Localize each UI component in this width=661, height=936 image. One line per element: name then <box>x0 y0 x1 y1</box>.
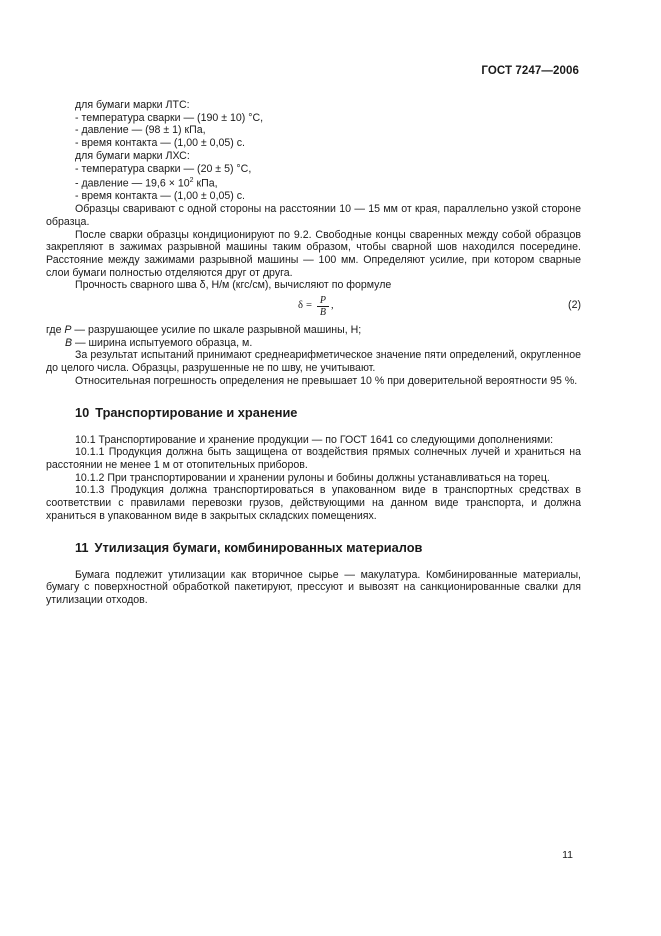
section-10-number: 10 <box>75 404 90 420</box>
formula-fraction <box>317 295 329 318</box>
lhc-pressure-unit: кПа, <box>193 177 218 190</box>
where-p <box>46 324 581 337</box>
paragraph-strength: Прочность сварного шва δ, Н/м (кгс/см), вычисляют по формуле <box>75 279 392 292</box>
clause-10-1-1: 10.1.1 Продукция должна быть защищена от воздействия прямых солнечных лучей и храниться на расстоянии не менее 1 м от отопительных приборов. <box>46 446 581 471</box>
formula-row <box>46 293 581 321</box>
section-11-paragraph: Бумага подлежит утилизации как вторичное сырье — макулатура. Комбинированные материалы, бумагу с поверхностной обработкой пакетируют, прессуют и вывозят на санкционированные свалки для утилизации отходов. <box>46 568 581 606</box>
clause-10-1: 10.1 Транспортирование и хранение продукции — по ГОСТ 1641 со следующими дополнениями: <box>75 433 554 446</box>
lhc-pressure-text: - давление — 19,6 × 10 <box>75 177 190 190</box>
variable-p: P <box>64 324 72 337</box>
section-10-title: Транспортирование и хранение <box>95 404 298 420</box>
paragraph-conditioning: После сварки образцы кондиционируют по 9.2. Свободные концы сваренных между собой образцов закрепляют в зажимах разрывной машины таким образом, чтобы сварной шов находился посередине. Расстояние между зажимами разрывной машины — 100 мм. Определяют усилие, при котором сварные слои бумаги полностью отделяются друг от друга. <box>46 228 581 279</box>
formula-denominator: B <box>319 307 327 319</box>
clause-10-1-3: 10.1.3 Продукция должна транспортироваться в упакованном виде в транспортных средствах в соответствии с правилами перевозки грузов, действующими на данном виде транспорта, и должна храниться в упакованном виде в закрытых складских помещениях. <box>46 484 581 522</box>
page-number: 11 <box>562 849 573 861</box>
lhc-title: для бумаги марки ЛХС: <box>75 149 190 162</box>
page-content <box>46 99 581 607</box>
section-11-number: 11 <box>75 539 89 555</box>
lhc-temperature: - температура сварки — (20 ± 5) °С, <box>75 162 252 175</box>
section-11-title: Утилизация бумаги, комбинированных материалов <box>94 539 423 555</box>
formula <box>298 295 334 318</box>
clause-10-1-2: 10.1.2 При транспортировании и хранении рулоны и бобины должны устанавливаться на торец. <box>75 471 550 484</box>
ltc-temperature: - температура сварки — (190 ± 10) °С, <box>75 111 264 124</box>
section-10-heading <box>46 406 581 420</box>
where-prefix: где <box>46 324 65 337</box>
formula-equals: = <box>306 300 312 312</box>
lhc-contact-time: - время контакта — (1,00 ± 0,05) с. <box>75 190 246 203</box>
ltc-title: для бумаги марки ЛТС: <box>75 99 190 111</box>
formula-tail: , <box>330 300 334 312</box>
where-p-text: — разрушающее усилие по шкале разрывной машины, Н; <box>71 324 362 337</box>
lhc-pressure-exponent: 2 <box>189 177 194 185</box>
section-11-heading <box>46 541 581 555</box>
paragraph-result: За результат испытаний принимают среднеарифметическое значение пяти определений, округленное до целого числа. Образцы, разрушенные не по шву, не учитывают. <box>46 349 581 375</box>
variable-b: B <box>65 336 73 349</box>
ltc-contact-time: - время контакта — (1,00 ± 0,05) с. <box>75 137 246 150</box>
formula-lhs: δ <box>298 300 303 312</box>
paragraph-error: Относительная погрешность определения не превышает 10 % при доверительной вероятности 95 %. <box>75 374 578 387</box>
formula-number: (2) <box>568 299 581 312</box>
where-b <box>46 337 581 350</box>
formula-numerator: P <box>319 295 327 307</box>
lhc-pressure <box>46 175 581 190</box>
paragraph-welding: Образцы сваривают с одной стороны на расстоянии 10 — 15 мм от края, параллельно узкой стороне образца. <box>46 203 581 228</box>
where-b-text: — ширина испытуемого образца, м. <box>72 336 253 349</box>
ltc-pressure: - давление — (98 ± 1) кПа, <box>75 124 206 137</box>
standard-code: ГОСТ 7247—2006 <box>481 65 579 77</box>
